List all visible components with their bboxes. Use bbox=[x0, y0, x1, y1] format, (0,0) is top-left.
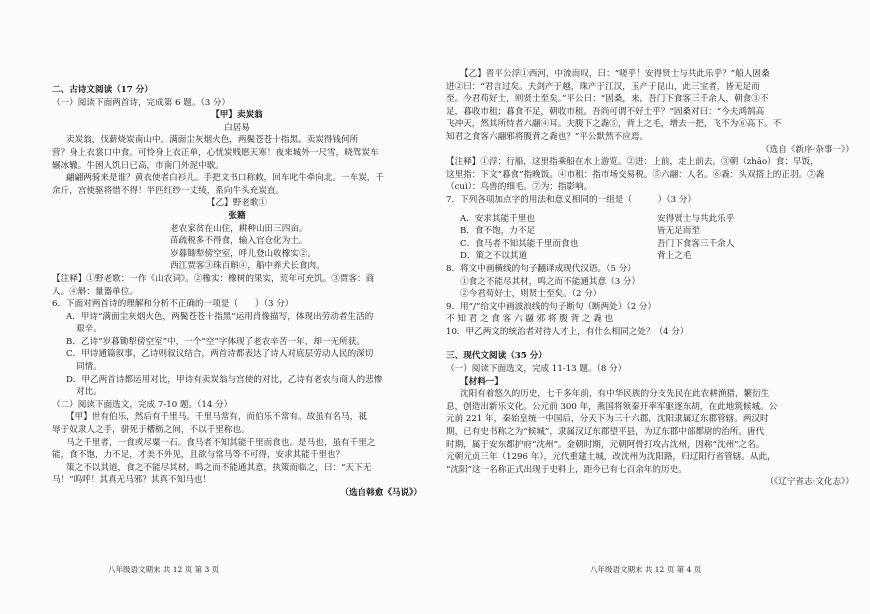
question-7-options bbox=[446, 213, 854, 263]
option-row bbox=[446, 250, 854, 263]
option-right: 安得贤士与共此乐乎 bbox=[657, 213, 735, 224]
text-line: 【乙】晋平公浮①西河，中流而叹，曰：“嗟乎！安得贤士与共此乐乎？”船人固桑 bbox=[460, 69, 770, 79]
left-page-footer: 八年级语文期末 共 12 页 第 3 页 bbox=[108, 565, 220, 574]
text-line: 知君之食客六翮邪将腹背之毳也？”平公默然不应焉。 bbox=[446, 131, 649, 142]
text-line: 卖炭翁，伐薪烧炭南山中。满面尘灰烟火色，两鬓苍苍十指黑。卖炭得钱何所 bbox=[66, 135, 359, 146]
text-line: 足，暮收市租；暮食不足，朝收市租。吾尚可谓不好士乎？”固桑对曰：“今夫鸿鹄高 bbox=[446, 106, 765, 117]
text-line: 9．用“/”给文中画波浪线的句子断句（断两处）（2 分） bbox=[446, 301, 657, 312]
text-line: 时期，属于安东都护府“沈州”。金朝时期，元朝阿骨打攻占沈州，因称“沈州”之名。 bbox=[446, 439, 765, 450]
text-line: 【注释】①野老歌：一作《山农词》。②橡实：橡树的果实，荒年可充饥。③贾客：商 bbox=[52, 273, 375, 284]
option-row bbox=[446, 225, 854, 238]
text-line: 【甲】世有伯乐，然后有千里马。千里马常有，而伯乐不常有。故虽有名马，祗 bbox=[66, 412, 367, 423]
text-line: B．乙诗“岁暮锄犁傍空室”中，一个“空”字体现了老农辛苦一年，却一无所获。 bbox=[66, 336, 365, 347]
text-line: 元前 221 年，秦始皇统一中国后，分天下为三十六郡，沈阳隶属辽东郡管辖。两汉时 bbox=[446, 414, 769, 425]
text-line: （一）阅读下面选文，完成 11-13 题。（8 分） bbox=[446, 364, 627, 375]
text-line: 辱于奴隶人之手，骈死于槽枥之间，不以千里称也。 bbox=[52, 425, 250, 436]
text-line: 老农家贫在山住，耕种山田三四亩。 bbox=[170, 223, 308, 234]
text-line: 翩翩两骑来是谁？黄衣使者白衫儿。手把文书口称敕，回车叱牛牵向北。一车炭，千 bbox=[66, 173, 384, 184]
left-page bbox=[0, 0, 432, 614]
text-line: 【材料一】 bbox=[460, 376, 503, 387]
text-line: 同情。 bbox=[76, 362, 102, 373]
text-line: 苗疏税多不得食，输入官仓化为土。 bbox=[170, 236, 308, 247]
text-line: ①食之不能尽其材，鸣之而不能通其意（3 分） bbox=[460, 276, 641, 287]
right-page-footer: 八年级语文期末 共 12 页 第 4 页 bbox=[590, 565, 702, 574]
option-left: B．食不饱，力不足 bbox=[460, 226, 536, 237]
text-line: 对比。 bbox=[76, 387, 102, 398]
text-line: 至。今君苟好士，则贤士至矣。”平公曰：“固桑，来，吾门下食客三千余人，朝食③不 bbox=[446, 94, 769, 105]
text-line: 艰辛。 bbox=[76, 324, 102, 335]
text-line: 三、现代文阅读（35 分） bbox=[446, 351, 547, 362]
text-line: 飞冲天，然其所恃者六翮④耳。夫腹下之毳⑤，背上之毛，增去一把，飞不为⑥高下。不 bbox=[446, 119, 782, 130]
text-line: ②今君苟好士，则贤士至矣。（2 分） bbox=[460, 289, 602, 300]
text-line: “沈阳”这一名称正式出现于史料上，距今已有七百余年的历史。 bbox=[446, 464, 687, 475]
text-line: （一）阅读下面两首诗，完成第 6 题。（3 分） bbox=[52, 97, 231, 108]
option-left: C．食马者不知其能千里而食也 bbox=[460, 238, 579, 249]
text-line: 8．将文中画横线的句子翻译成现代汉语。（5 分） bbox=[446, 263, 636, 274]
text-line: 【注释】①浮：行船，这里指乘船在水上游览。②进：上前，走上前去。③朝（zhāo）食：早饭， bbox=[446, 157, 819, 168]
text-line: 沈阳有着悠久的历史，七千多年前，有中华民族的分支先民在此农耕渔猎，繁衍生 bbox=[460, 389, 770, 400]
text-line: A．甲诗“满面尘灰烟火色，两鬓苍苍十指黑”运用肖像描写，体现出劳动者生活的 bbox=[66, 311, 374, 322]
text-line: 【乙】野老歌① bbox=[206, 198, 268, 209]
option-right: 吾门下食客三千余人 bbox=[657, 238, 735, 249]
text-line: 余斤，宫使驱将惜不得！半匹红纱一丈绫，系向牛头充炭直。 bbox=[52, 185, 285, 196]
right-page bbox=[432, 0, 870, 614]
text-line: 岁暮锄犁傍空室，呼儿登山收橡实②。 bbox=[170, 248, 317, 259]
text-line: 张籍 bbox=[228, 210, 246, 221]
option-left: A．安求其能千里也 bbox=[460, 213, 535, 224]
text-line: 【甲】卖炭翁 bbox=[211, 110, 263, 121]
text-line: 辗冰辙。牛困人饥日已高，市南门外泥中歇。 bbox=[52, 160, 224, 171]
text-line: 息，创造出新乐文化。公元前 300 年，燕国将领秦开率军驱逐东胡，在此地筑候城。公 bbox=[446, 401, 778, 412]
option-right: 皆无足而至 bbox=[657, 226, 700, 237]
text-line: 这里指：下文“暮食”指晚饭。④市租：指市场交易税。⑤六翮：人名。⑥毳：头双搭上的正羽。⑦毳 bbox=[446, 169, 825, 180]
option-row bbox=[446, 238, 854, 251]
text-line: 马之千里者，一食或尽粟一石。食马者不知其能千里而食也。是马也，虽有千里之 bbox=[66, 437, 376, 448]
text-line: 元朝元贞三年（1296 年），元代重建土城，改沈州为沈阳路，归辽阳行省管辖。从此， bbox=[446, 452, 776, 463]
text-line: 不 知 君 之 食 客 六 翮 邪 将 腹 背 之 毳 也 bbox=[446, 314, 614, 325]
text-line: 西江贾客③珠百斛④，船中养犬长食肉。 bbox=[170, 261, 325, 272]
text-line: 策之不以其道，食之不能尽其材，鸣之而不能通其意，执策而临之，曰：“天下无 bbox=[66, 462, 372, 473]
text-line: D．甲乙两首诗都运用对比，甲诗有卖炭翁与宫使的对比，乙诗有老农与商人的悲惨 bbox=[66, 374, 383, 385]
text-line: 马！”呜呼！其真无马邪？其真不知马也！ bbox=[52, 475, 212, 486]
text-line: 白居易 bbox=[224, 122, 250, 133]
text-line: 10．甲乙两文的统治者对待人才上，有什么相同之处？（4 分） bbox=[446, 326, 689, 337]
text-line: 营？身上衣裳口中食。可怜身上衣正单，心忧炭贱愿天寒！夜来城外一尺雪，晓驾炭车 bbox=[52, 147, 379, 158]
text-line: （二）阅读下面选文，完成 7-10 题。（14 分） bbox=[52, 399, 233, 410]
option-row bbox=[446, 213, 854, 226]
text-line: 能，食不饱，力不足，才美不外见，且欲与常马等不可得，安求其能千里也？ bbox=[52, 450, 345, 461]
text-line: 二、古诗文阅读（17 分） bbox=[52, 85, 153, 95]
text-line: （cuì）：鸟兽的细毛。⑦为：指影响。 bbox=[446, 182, 593, 193]
text-line: 人。④斛：量器单位。 bbox=[52, 286, 138, 297]
text-line: （选自韩愈《马说》） bbox=[340, 488, 422, 498]
text-line: 7．下列各项加点字的用法和意义相同的一组是（ ）（3 分） bbox=[446, 194, 696, 205]
text-line: C．甲诗通篇叙事，乙诗则叙议结合，两首诗都表达了诗人对底层劳动人民的深切 bbox=[66, 349, 374, 360]
text-line: 6．下面对两首诗的理解和分析不正确的一项是（ ）（3 分） bbox=[52, 299, 294, 310]
text-line: （选自《新序·杂事一》） bbox=[761, 144, 854, 155]
option-right: 背上之毛 bbox=[657, 251, 692, 262]
text-line: 期，已有史书称之为“候城”，隶属汉辽东郡望平县，为辽东郡中部都尉的治所。唐代 bbox=[446, 427, 765, 438]
option-left: D．策之不以其道 bbox=[460, 251, 528, 262]
text-line: （《辽宁省志·文化志》） bbox=[765, 477, 854, 488]
text-line: 进②曰：“君言过矣。夫剑产于越，珠产于江汉，玉产于昆山，此三宝者，皆无足而 bbox=[446, 81, 760, 92]
